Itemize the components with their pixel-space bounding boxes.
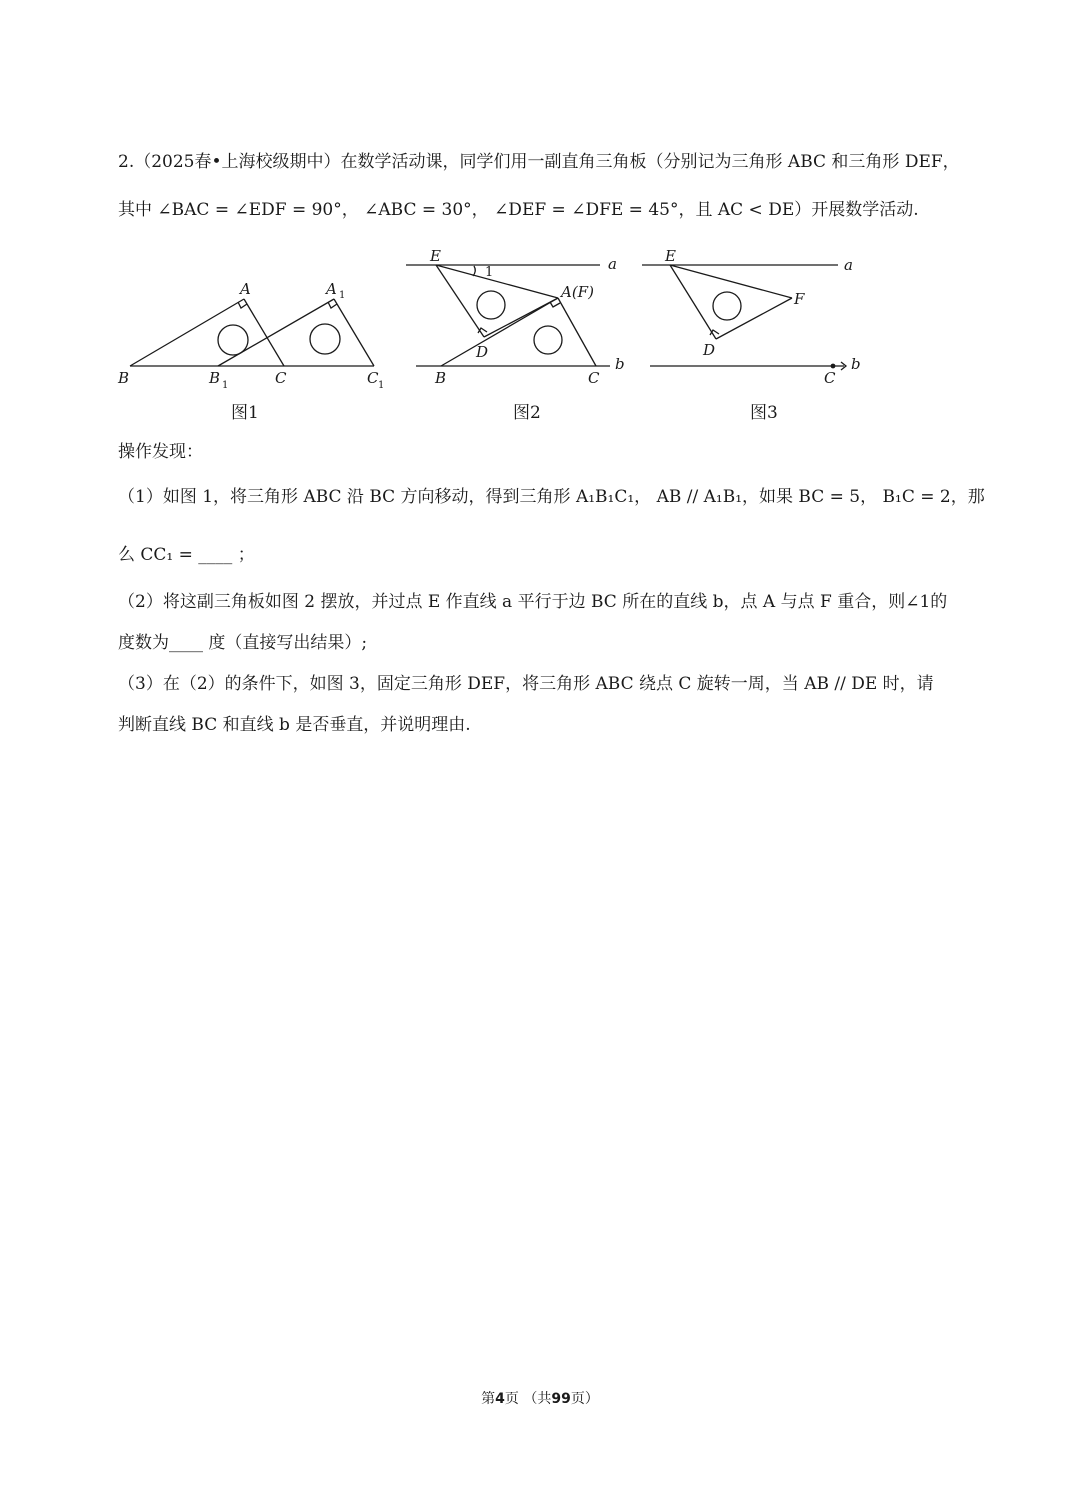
fig1-label-b1: B — [209, 369, 221, 387]
fig1-label-a1-sub: 1 — [339, 290, 346, 301]
footer-suffix: 页） — [570, 1391, 599, 1407]
figure-3-caption: 图3 — [750, 403, 778, 423]
fig2-hole-2 — [534, 326, 562, 354]
question-3-line-2: 判断直线 BC 和直线 b 是否垂直，并说明理由. — [118, 715, 471, 735]
fig2-right-angle-a — [550, 302, 560, 307]
problem-intro-line-2: 其中 ∠BAC = ∠EDF = 90°， ∠ABC = 30°， ∠DEF = ∠DFE = 45°，且 AC < DE）开展数学活动. — [118, 200, 919, 220]
question-1-line-2: 么 CC₁ = ____ ； — [118, 545, 255, 565]
fig1-label-b: B — [118, 369, 130, 387]
footer-mid: 页 （共 — [504, 1391, 552, 1407]
fig1-side-a1c1 — [334, 299, 374, 366]
fig3-hole — [713, 292, 741, 320]
question-3-line-1: （3）在（2）的条件下，如图 3，固定三角形 DEF，将三角形 ABC 绕点 C 旋转一周，当 AB // DE 时，请 — [118, 674, 934, 694]
fig3-label-c: C — [824, 369, 836, 387]
fig3-point-c — [831, 364, 836, 369]
fig1-label-a1: A — [326, 280, 337, 298]
fig3-label-a: a — [844, 256, 853, 274]
fig3-label-e: E — [665, 247, 676, 265]
fig2-label-af: A(F) — [561, 283, 594, 301]
fig1-side-ab — [130, 299, 244, 366]
fig2-label-e: E — [430, 247, 441, 265]
fig1-label-b1-sub: 1 — [222, 380, 229, 391]
page-footer — [0, 1388, 1080, 1408]
fig1-label-c1-sub: 1 — [378, 380, 385, 391]
fig1-side-a1b1 — [218, 299, 334, 366]
fig3-label-d: D — [703, 341, 716, 359]
problem-intro-line-1: 2.（2025春•上海校级期中）在数学活动课，同学们用一副直角三角板（分别记为三角形 ABC 和三角形 DEF， — [118, 152, 960, 172]
figure-2-caption: 图2 — [513, 403, 541, 423]
fig1-label-c: C — [275, 369, 287, 387]
section-heading: 操作发现： — [118, 442, 203, 462]
footer-page-number: 4 — [495, 1391, 505, 1407]
fig2-label-b-line: b — [615, 355, 625, 373]
question-2-line-2: 度数为____ 度（直接写出结果）; — [118, 633, 368, 653]
figure-2 — [398, 245, 638, 395]
question-1-line-1: （1）如图 1，将三角形 ABC 沿 BC 方向移动，得到三角形 A₁B₁C₁， AB // A₁B₁，如果 BC = 5， B₁C = 2，那 — [118, 487, 985, 507]
figure-1-caption: 图1 — [231, 403, 259, 423]
footer-total-pages: 99 — [551, 1391, 571, 1407]
fig2-label-c: C — [588, 369, 600, 387]
question-2-line-1: （2）将这副三角板如图 2 摆放，并过点 E 作直线 a 平行于边 BC 所在的直线 b，点 A 与点 F 重合，则∠1的 — [118, 592, 948, 612]
fig3-side-df — [716, 298, 792, 339]
fig2-hole-1 — [477, 291, 505, 319]
figure-1 — [112, 275, 397, 395]
fig1-label-a: A — [240, 280, 251, 298]
fig2-side-ac — [558, 298, 596, 366]
fig2-label-d: D — [476, 343, 489, 361]
fig2-label-1: 1 — [485, 265, 494, 280]
fig2-label-b: B — [435, 369, 447, 387]
figure-3 — [638, 245, 868, 395]
fig3-label-b-line: b — [851, 355, 861, 373]
fig2-angle-1-arc — [473, 266, 475, 276]
fig1-side-ac — [244, 299, 284, 366]
fig2-side-ab — [441, 298, 558, 366]
fig1-hole-1 — [218, 325, 248, 355]
footer-prefix: 第 — [481, 1391, 496, 1407]
fig1-label-c1: C — [367, 369, 379, 387]
fig1-hole-2 — [310, 324, 340, 354]
fig3-label-f: F — [794, 290, 805, 308]
fig2-right-angle-d — [478, 328, 487, 333]
fig2-label-a: a — [608, 255, 617, 273]
